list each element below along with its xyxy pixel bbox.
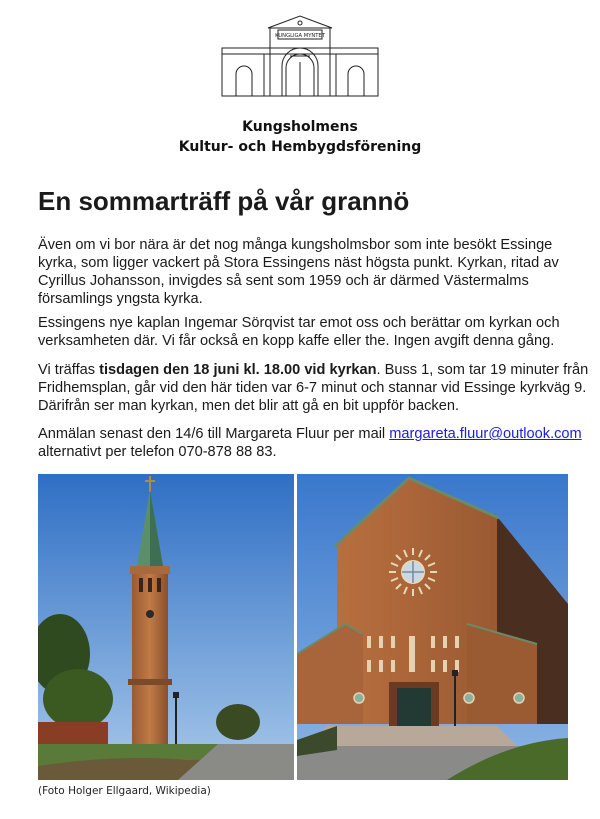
meeting-time: tisdagen den 18 juni kl. 18.00 vid kyrkan	[99, 362, 377, 378]
paragraph-registration	[38, 425, 582, 461]
text-line: Cyrillus Johansson, invigdes så sent som 1959 och är därmed Västermalms	[38, 273, 529, 289]
email-link[interactable]: margareta.fluur@outlook.com	[389, 426, 582, 442]
bell-tower-photo	[38, 474, 294, 780]
registration-text: Anmälan senast den 14/6 till Margareta Fluur per mail	[38, 426, 390, 442]
logo-building-icon	[220, 14, 380, 98]
text-line: verksamheten där. Vi får också en kopp kaffe eller the. Ingen avgift denna gång.	[38, 333, 555, 349]
text-line: församlings yngsta kyrka.	[38, 291, 203, 307]
svg-text:KUNGLIGA MYNTET: KUNGLIGA MYNTET	[275, 33, 325, 39]
paragraph-meeting	[38, 361, 589, 415]
text-line: Även om vi bor nära är det nog många kungsholmsbor som inte besökt Essinge	[38, 237, 553, 253]
meeting-bus: . Buss 1, som tar 19 minuter från	[376, 362, 589, 378]
organization-name-line1: Kungsholmens	[242, 119, 358, 135]
text-line: alternativt per telefon 070-878 88 83.	[38, 444, 277, 460]
meeting-intro: Vi träffas	[38, 362, 100, 378]
text-line: kyrka, som ligger vackert på Stora Essingens näst högsta punkt. Kyrkan, ritad av	[38, 255, 559, 271]
text-line	[38, 361, 589, 379]
paragraph-kaplan	[38, 314, 566, 350]
text-line: Essingens nye kaplan Ingemar Sörqvist tar emot oss och berättar om kyrkan och	[38, 315, 560, 331]
paragraph-intro	[38, 236, 566, 308]
photo-caption: (Foto Holger Ellgaard, Wikipedia)	[38, 785, 211, 797]
page-title: En sommarträff på vår grannö	[38, 186, 410, 216]
organization-name-line2: Kultur- och Hembygdsförening	[178, 139, 422, 155]
text-line: Fridhemsplan, går vid den här tiden var 6-7 minut och stannar vid Essinge kyrkväg 9.	[38, 380, 587, 396]
text-line: Därifrån ser man kyrkan, men det blir att gå en bit uppför backen.	[38, 398, 459, 414]
church-facade-photo	[297, 474, 568, 780]
text-line	[38, 425, 582, 443]
